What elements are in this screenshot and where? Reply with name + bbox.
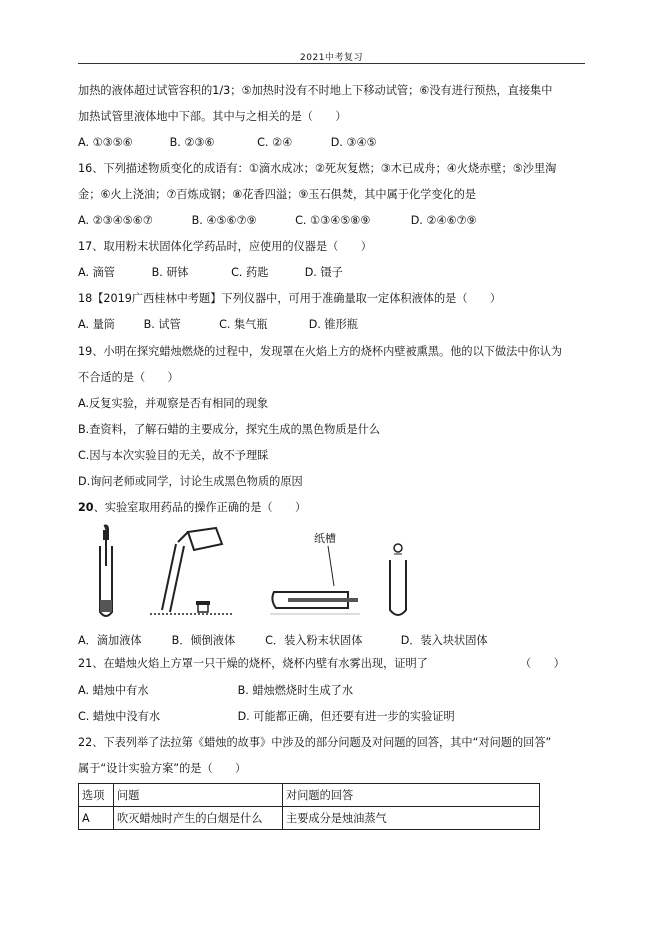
q20-option-b[interactable]: B．倾倒液体: [171, 634, 236, 647]
q17-option-c[interactable]: C. 药匙: [231, 266, 269, 279]
q18-option-a[interactable]: A. 量筒: [78, 318, 115, 331]
table-header-cell: 对问题的回答: [283, 784, 540, 807]
table-cell: 主要成分是烛油蒸气: [283, 807, 540, 830]
q21-options-row1: [78, 684, 353, 698]
q20-option-c[interactable]: C．装入粉末状固体: [265, 634, 363, 647]
q21-option-d[interactable]: D. 可能都正确，但还要有进一步的实验证明: [237, 710, 455, 723]
table-row: [79, 807, 540, 830]
table-cell: A: [79, 807, 114, 830]
q21-stem: 21、在蜡烛火焰上方罩一只干燥的烧杯，烧杯内壁有水雾出现，证明了: [78, 657, 428, 670]
pouring-figure: [148, 524, 238, 620]
q15-option-c[interactable]: C. ②④: [257, 136, 293, 149]
q18-option-b[interactable]: B. 试管: [143, 318, 181, 331]
q16-options: [78, 214, 477, 228]
q22-line1: 22、下表列举了法拉第《蜡烛的故事》中涉及的部分问题及对问题的回答，其中“对问题的回答”: [78, 736, 552, 749]
q18-option-d[interactable]: D. 锥形瓶: [308, 318, 358, 331]
q21-option-a[interactable]: A. 蜡烛中有水: [78, 684, 149, 697]
q20-figures: [78, 524, 498, 624]
q17-stem: 17、取用粉末状固体化学药品时，应使用的仪器是（ ）: [78, 240, 372, 253]
q15-option-b[interactable]: B. ②③⑥: [169, 136, 215, 149]
paper-trough-label: 纸槽: [314, 532, 336, 545]
q15-line1: 加热的液体超过试管容积的1/3；⑤加热时没有不时地上下移动试管；⑥没有进行预热，直接集中: [78, 84, 553, 97]
q19-option-c[interactable]: C.因与本次实验目的无关，故不予理睬: [78, 449, 269, 462]
q15-option-a[interactable]: A. ①③⑤⑥: [78, 136, 133, 149]
q20-option-a[interactable]: A．滴加液体: [78, 634, 142, 647]
q19-option-b[interactable]: B.查资料，了解石蜡的主要成分，探究生成的黑色物质是什么: [78, 423, 381, 436]
q15-line2: 加热试管里液体地中下部。其中与之相关的是（ ）: [78, 110, 347, 123]
q22-table: [78, 783, 540, 830]
q21-option-b[interactable]: B. 蜡烛燃烧时生成了水: [237, 684, 354, 697]
q19-option-d[interactable]: D.询问老师或同学，讨论生成黑色物质的原因: [78, 475, 303, 488]
q21-answer-blank[interactable]: （ ）: [520, 657, 565, 670]
q16-option-b[interactable]: B. ④⑤⑥⑦⑨: [191, 214, 257, 227]
dropper-figure: [86, 524, 126, 620]
q20-stem: [78, 501, 306, 515]
q21-options-row2: [78, 710, 455, 724]
block-solid-figure: [378, 524, 418, 620]
table-cell: 吹灭蜡烛时产生的白烟是什么: [114, 807, 283, 830]
table-header-row: [79, 784, 540, 807]
q18-option-c[interactable]: C. 集气瓶: [219, 318, 268, 331]
q18-stem: 18【2019广西桂林中考题】下列仪器中，可用于准确量取一定体积液体的是（ ）: [78, 292, 502, 305]
q20-number: 20: [78, 501, 94, 514]
q17-option-b[interactable]: B. 研钵: [151, 266, 189, 279]
q16-option-a[interactable]: A. ②③④⑤⑥⑦: [78, 214, 153, 227]
q20-stem-text: 、实验室取用药品的操作正确的是（ ）: [93, 501, 307, 514]
q17-options: [78, 266, 343, 280]
q16-option-c[interactable]: C. ①③④⑤⑧⑨: [295, 214, 371, 227]
q16-option-d[interactable]: D. ②④⑥⑦⑨: [410, 214, 477, 227]
q16-line2: 金；⑥火上浇油；⑦百炼成钢；⑧花香四溢；⑨玉石俱焚，其中属于化学变化的是: [78, 188, 477, 201]
q17-option-d[interactable]: D. 镊子: [304, 266, 343, 279]
paper-trough-figure: [268, 524, 368, 620]
q22-line2: 属于“设计实验方案”的是（ ）: [78, 762, 247, 775]
q16-line1: 16、下列描述物质变化的成语有：①滴水成冰；②死灰复燃；③木已成舟；④火烧赤壁；⑤沙里淘: [78, 162, 557, 175]
q21-option-c[interactable]: C. 蜡烛中没有水: [78, 710, 161, 723]
q18-options: [78, 318, 358, 332]
q15-option-d[interactable]: D. ③④⑤: [330, 136, 377, 149]
table-header-cell: 问题: [114, 784, 283, 807]
q20-option-d[interactable]: D．装入块状固体: [400, 634, 488, 647]
table-header-cell: 选项: [79, 784, 114, 807]
q19-line2: 不合适的是（ ）: [78, 371, 179, 384]
q19-line1: 19、小明在探究蜡烛燃烧的过程中，发现罩在火焰上方的烧杯内壁被熏黑。他的以下做法中你认为: [78, 345, 563, 358]
q20-options: [78, 632, 488, 648]
page-header: 2021中考复习: [300, 53, 363, 63]
q19-option-a[interactable]: A.反复实验，并观察是否有相同的现象: [78, 397, 269, 410]
q17-option-a[interactable]: A. 滴管: [78, 266, 115, 279]
q15-options: [78, 136, 377, 150]
header-divider: [78, 63, 585, 64]
